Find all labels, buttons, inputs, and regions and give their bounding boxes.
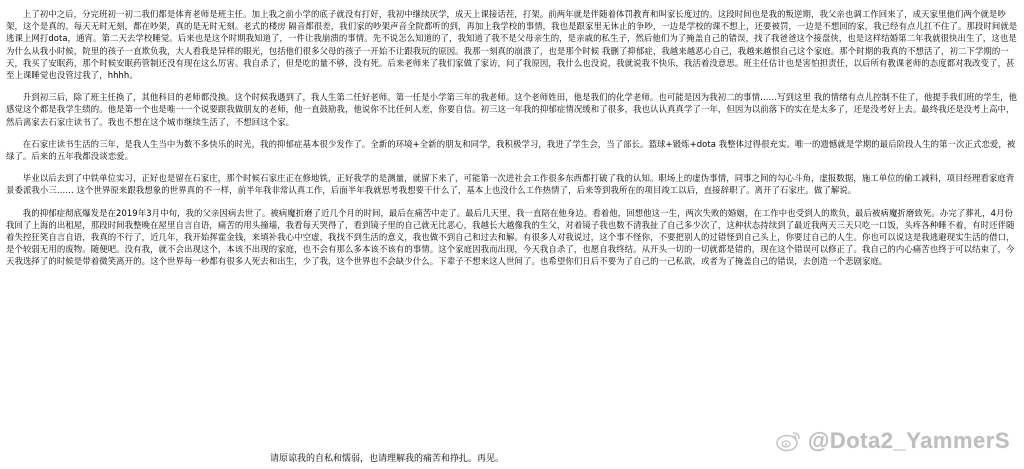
paragraph-third-year: 升到初三后，除了班主任换了，其他科目的老师都没换。这个时候我遇到了，我人生第二任好老师。第一任是小学第三年的我老师。这个老师姓田，他是我们的化学老师。也可能是因为我初二的事情……写到这里 我的情绪有点儿控制不住了，他提手我们班的学生，他感觉这个都是我学生绩的。他是第一个也是唯一一个说要跟我做朋友的老师，他一直鼓励我，他说你不比任何人差，你要自信。初三这一年我的抑郁症情况缓和了很多，我也认认真真学了一年，但因为以前落下的实在是太多了，还是没考好上去。最终我还是没考上高中，然后离家去石家庄读书了。我也不想在这个城市继续生活了，不想回这个家。 bbox=[6, 92, 1018, 127]
weibo-icon bbox=[776, 430, 802, 452]
paragraph-shijiazhuang: 在石家庄读书生活的三年，是我人生当中为数不多快乐的时光，我的抑郁症基本很少发作了。全新的环境+全新的朋友和同学，我积极学习，我进了学生会，当了部长。篮球+锻炼+dota 我整体过得很充实。唯一的遗憾就是学期的最后阶段人生的第一次正式恋爱，被绿了。后来的五年我都没谈恋爱。 bbox=[6, 138, 1016, 162]
paragraph-depression: 我的抑郁症彻底爆发是在2019年3月中旬，我的父亲因病去世了。被病魔折磨了近几个月的时间，最后在痛苦中走了。最后几天里，我一直陪在他身边。看着他，回想他这一生，两次失败的婚姻，在工作中也受到人的欺负，最后被病魔折磨致死。办完了葬礼，4月份我回了上海的出租屋，那段时间我整晚在屋里自言自语，痛苦的用头撞墙，我看每天哭得了，看到镜子里的自己就无比恶心，我越长大越像我的生父，对着镜子我也数不清我扯了自己多少次了，这种状态持续到了最近我两天三天只吃一口饭，头疼各种睡不着，有时还伴随着失控狂笑自言自语，我真的不行了，近几年，我开始挥霍金钱，来填补我心中空虚，我找不到生活的意义，我也做不到自己和过去和解。有很多人对我说过，这个事不怪你，不要把别人的过错怪到自己头上，你要过自己的人生。你也可以说这是我逃避现实生活的借口，是个较弱无用的废物。随便吧。没有我，就不会出现这个，本该不出现的家庭，也不会有那么多本该不该有的事情。这个家庭因我而出现，今天我自杀了，也愿自我终结。从开头一切的一切就都是错的，现在这个错误可以修正了。我自己的内心痛苦也终于可以结束了，今天我选择了的时候是带着微笑离开的。这个世界每一秒都有很多人死去和出生，少了我，这个世界也不会缺少什么。下辈子不想来这人世间了。也希望你们日后不要为了自己的一己私欲，或者为了掩盖自己的错误，去创造一个悲剧家庭。 bbox=[6, 207, 1015, 267]
watermark-text: @Dota2_YammerS bbox=[807, 428, 1010, 453]
watermark bbox=[776, 428, 1010, 454]
document-body bbox=[6, 8, 1018, 278]
paragraph-work: 毕业以后去到了中铁单位实习，正好也是留在石家庄，那个时候石家庄正在修地铁，正好我学的是测量，就留下来了，可能第一次进社会工作很多东西都打破了我的认知。职场上的虚伪事情，同事之间的勾心斗角，虚报数据，施工单位的偷工减料，项目经理看家庭背景委派我小三…… 这个世界原来跟我想象的世界真的不一样，前半年我非常认真工作，后面半年我就思考我想要干什么了，基本上也没什么工作热情了，后来等到我所在的项目竣工以后，直接辞职了。离开了石家庄。做了解说。 bbox=[6, 173, 1015, 196]
paragraph-junior-high: 上了初中之后，分完班初一初二我们都是体育老师是班主任。加上我之前小学的底子就没有打好，我初中继续厌学，成天上课接话茬，打架。前两年就是伴随着体罚教育和叫家长度过的。这段时间也是我的叛逆期，我父亲也调工作回来了，成天家里他们两个就是吵架，这个是真的。每天无时无刻，都在吵架，真的是无时无刻。老式的楼房 隔音都很差，我们家的吵架声音全院都听的到，再加上我学校的事情，我也是跟家里无休止的争吵，一边是学校的课不想上，还要被罚，一边是不想回的家，我已经有点儿扛不住了。那段时间就是逃课上网打dota，通宵。第二天去学校睡觉。后来也是这个时期我知道了，一件让我崩溃的事情。先不说怎么知道的了，我知道了我不是父母亲生的，是亲戚的私生子，然后他们为了掩盖自己的错误，找了我爸爸这个接盘侠，也是这样结婚第二年我就很快出生了，这也是为什么从我小时候，院里的孩子一直欺负我，大人看我是异样的眼光，包括他们很多父母的孩子一开始不让跟我玩的原因。我那一刻真的崩溃了，也是那个时候 我删了抑郁症，我越来越恶心自己，我越来越恨自己这个家庭。那个时期的我真的不想活了，初二下学期的一天，我买了安眠药，那个时候安眠药管制还没有现在这么厉害。我自杀了，但是吃的量不够，没有死。后来老师来了我们家做了家访，问了我原因，我什么也没说，我就说我不快乐，我活着没意思。班主任估计也是害怕担责任，以后所有教课老师的态度都对我改变了，甚至上课睡觉也没管过我了，hhhh。 bbox=[6, 9, 1018, 81]
closing-line: 请原谅我的自私和懦弱，也请理解我的痛苦和挣扎。再见。 bbox=[270, 454, 505, 464]
